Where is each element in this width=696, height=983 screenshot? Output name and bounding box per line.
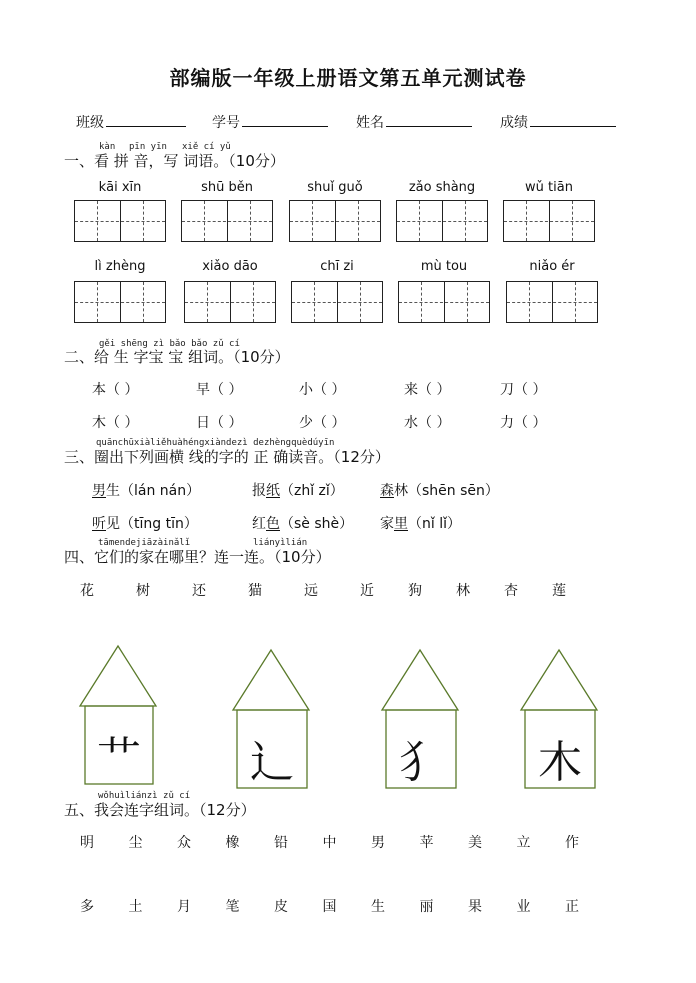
name-blank[interactable] <box>386 112 472 127</box>
section-1-pinyin-xiecaiyu: xiě cí yǔ <box>182 142 231 152</box>
link-char[interactable]: 中 <box>322 835 337 851</box>
section-3-pinyin: quānchūxiàliěhuàhéngxiàndezì dezhèngquèdúyīn <box>96 438 335 448</box>
name-field[interactable] <box>356 112 472 132</box>
word-item[interactable] <box>404 379 450 399</box>
score-blank[interactable] <box>530 112 616 127</box>
word-item[interactable] <box>404 412 450 432</box>
writing-grid[interactable] <box>184 281 276 323</box>
word-part: 家 <box>380 516 394 532</box>
underlined-char: 男 <box>92 483 106 499</box>
score-field[interactable] <box>500 112 616 132</box>
underlined-char: 色 <box>266 516 280 532</box>
word-part: 红 <box>252 516 266 532</box>
grid-guide-h <box>292 302 382 303</box>
word-char: 小 <box>299 382 313 398</box>
class-field[interactable] <box>76 112 186 132</box>
link-char[interactable]: 橡 <box>225 835 240 851</box>
house-roof <box>382 650 458 710</box>
match-char[interactable]: 狗 <box>408 583 422 599</box>
answer-paren[interactable]: （ ） <box>210 415 243 431</box>
grid-guide-h <box>504 221 594 222</box>
reading-item[interactable] <box>92 480 200 500</box>
word-item[interactable] <box>196 412 242 432</box>
match-char[interactable]: 花 <box>80 583 94 599</box>
student-number-field[interactable] <box>212 112 328 132</box>
link-char[interactable]: 男 <box>371 835 385 851</box>
writing-grid[interactable] <box>398 281 490 323</box>
word-char: 水 <box>404 415 418 431</box>
house-roof <box>233 650 309 710</box>
section-1-pinyin-kan: kàn <box>99 142 116 152</box>
word-item[interactable] <box>500 412 546 432</box>
link-char[interactable]: 国 <box>322 899 337 915</box>
section-3-heading: 三、圈出下列画横 线的字的 正 确读音。（12分） <box>64 448 390 466</box>
section-2-heading: 二、给 生 字宝 宝 组词。（10分） <box>64 348 290 366</box>
word-item[interactable] <box>196 379 242 399</box>
word-part: 生 <box>106 483 120 499</box>
grid-pinyin: kāi xīn <box>98 180 142 195</box>
match-char[interactable]: 猫 <box>248 583 262 599</box>
grid-pinyin: mù tou <box>420 259 468 274</box>
pinyin-options[interactable]: （sè shè） <box>280 516 354 532</box>
link-char[interactable]: 果 <box>468 899 482 915</box>
student-number-label: 学号 <box>212 115 240 131</box>
link-char[interactable]: 众 <box>177 835 191 851</box>
word-char: 日 <box>196 415 210 431</box>
word-item[interactable] <box>92 379 138 399</box>
grid-guide-h <box>182 221 272 222</box>
pinyin-options[interactable]: （shēn sēn） <box>408 483 499 499</box>
answer-paren[interactable]: （ ） <box>514 415 547 431</box>
word-part: 报 <box>252 483 266 499</box>
class-label: 班级 <box>76 115 104 131</box>
link-char[interactable]: 苹 <box>419 835 434 851</box>
reading-item[interactable] <box>380 513 461 533</box>
section-1-heading: 一、看 拼 音，写 词语。（10分） <box>64 152 285 170</box>
section-4-pinyin-2: liányìlián <box>253 538 308 548</box>
answer-paren[interactable]: （ ） <box>418 382 451 398</box>
link-char[interactable]: 尘 <box>128 835 143 851</box>
grid-pinyin: shū běn <box>201 180 253 195</box>
word-char: 本 <box>92 382 106 398</box>
pinyin-options[interactable]: （tīng tīn） <box>120 516 198 532</box>
writing-grid[interactable] <box>74 200 166 242</box>
writing-grid[interactable] <box>289 200 381 242</box>
link-char[interactable]: 正 <box>565 899 579 915</box>
link-char[interactable]: 皮 <box>274 899 288 915</box>
word-part: 林 <box>394 483 408 499</box>
link-char[interactable]: 土 <box>128 899 143 915</box>
answer-paren[interactable]: （ ） <box>313 415 346 431</box>
house-3-radical: 犭 <box>399 737 443 788</box>
link-char[interactable]: 丽 <box>419 899 434 915</box>
word-char: 刀 <box>500 382 514 398</box>
section-4-pinyin-1: tāmendejiāzàinǎlǐ <box>98 538 191 548</box>
answer-paren[interactable]: （ ） <box>210 382 243 398</box>
reading-item[interactable] <box>252 480 344 500</box>
word-item[interactable] <box>500 379 546 399</box>
grid-guide-h <box>507 302 597 303</box>
grid-guide-h <box>185 302 275 303</box>
word-char: 早 <box>196 382 210 398</box>
section-4-heading: 四、它们的家在哪里？连一连。（10分） <box>64 548 331 566</box>
section-2-pinyin: gěi shēng zì bǎo bǎo zǔ cí <box>99 339 240 349</box>
writing-grid[interactable] <box>396 200 488 242</box>
match-char[interactable]: 林 <box>456 583 470 599</box>
link-char[interactable]: 美 <box>468 835 482 851</box>
grid-pinyin: xiǎo dāo <box>202 259 258 274</box>
word-char: 力 <box>500 415 514 431</box>
link-char[interactable]: 月 <box>177 899 191 915</box>
grid-pinyin: zǎo shàng <box>408 180 476 195</box>
match-char[interactable]: 还 <box>192 583 206 599</box>
answer-paren[interactable]: （ ） <box>106 415 139 431</box>
grid-guide-h <box>75 302 165 303</box>
grid-pinyin: niǎo ér <box>529 259 575 274</box>
page-title: 部编版一年级上册语文第五单元测试卷 <box>169 66 527 90</box>
writing-grid[interactable] <box>503 200 595 242</box>
writing-grid[interactable] <box>506 281 598 323</box>
link-char[interactable]: 业 <box>516 899 531 915</box>
grid-pinyin: wǔ tiān <box>525 180 573 195</box>
section-1-pinyin-pinyin: pīn yīn <box>129 142 167 152</box>
answer-paren[interactable]: （ ） <box>106 382 139 398</box>
answer-paren[interactable]: （ ） <box>514 382 547 398</box>
answer-paren[interactable]: （ ） <box>418 415 451 431</box>
house-4-radical: 木 <box>538 737 582 788</box>
word-char: 少 <box>299 415 313 431</box>
match-char[interactable]: 莲 <box>552 583 566 599</box>
link-char[interactable]: 明 <box>80 835 94 851</box>
grid-pinyin: chī zi <box>320 259 354 274</box>
name-label: 姓名 <box>356 115 384 131</box>
underlined-char: 里 <box>394 516 408 532</box>
underlined-char: 听 <box>92 516 106 532</box>
grid-guide-h <box>397 221 487 222</box>
link-char[interactable]: 铅 <box>274 835 288 851</box>
reading-item[interactable] <box>92 513 198 533</box>
house-roof <box>80 646 156 706</box>
underlined-char: 森 <box>380 483 394 499</box>
match-char[interactable]: 近 <box>360 583 374 599</box>
link-char[interactable]: 多 <box>80 899 94 915</box>
pinyin-options[interactable]: （zhǐ zǐ） <box>280 483 344 499</box>
grid-guide-h <box>75 221 165 222</box>
pinyin-options[interactable]: （nǐ lǐ） <box>408 516 461 532</box>
link-char[interactable]: 作 <box>565 835 579 851</box>
section-5-pinyin: wǒhuìliánzì zǔ cí <box>98 791 191 801</box>
house-2-radical: 辶 <box>250 737 294 788</box>
link-char[interactable]: 笔 <box>225 899 240 915</box>
word-char: 来 <box>404 382 418 398</box>
grid-guide-h <box>290 221 380 222</box>
student-number-blank[interactable] <box>242 112 328 127</box>
house-1-radical: 艹 <box>97 733 141 784</box>
pinyin-options[interactable]: （lán nán） <box>120 483 201 499</box>
score-label: 成绩 <box>500 115 528 131</box>
grid-pinyin: shuǐ guǒ <box>307 180 363 195</box>
word-item[interactable] <box>299 412 345 432</box>
grid-guide-h <box>399 302 489 303</box>
link-char[interactable]: 立 <box>516 835 531 851</box>
word-part: 见 <box>106 516 120 532</box>
answer-paren[interactable]: （ ） <box>313 382 346 398</box>
grid-pinyin: lì zhèng <box>94 259 146 274</box>
match-char[interactable]: 杏 <box>504 583 518 599</box>
match-char[interactable]: 树 <box>136 583 150 599</box>
section-5-heading: 五、我会连字组词。（12分） <box>64 801 256 819</box>
match-char[interactable]: 远 <box>304 583 318 599</box>
house-roof <box>521 650 597 710</box>
word-item[interactable] <box>92 412 138 432</box>
reading-item[interactable] <box>380 480 499 500</box>
link-char[interactable]: 生 <box>371 899 385 915</box>
writing-grid[interactable] <box>291 281 383 323</box>
underlined-char: 纸 <box>266 483 280 499</box>
class-blank[interactable] <box>106 112 186 127</box>
reading-item[interactable] <box>252 513 353 533</box>
writing-grid[interactable] <box>181 200 273 242</box>
word-item[interactable] <box>299 379 345 399</box>
word-char: 木 <box>92 415 106 431</box>
writing-grid[interactable] <box>74 281 166 323</box>
